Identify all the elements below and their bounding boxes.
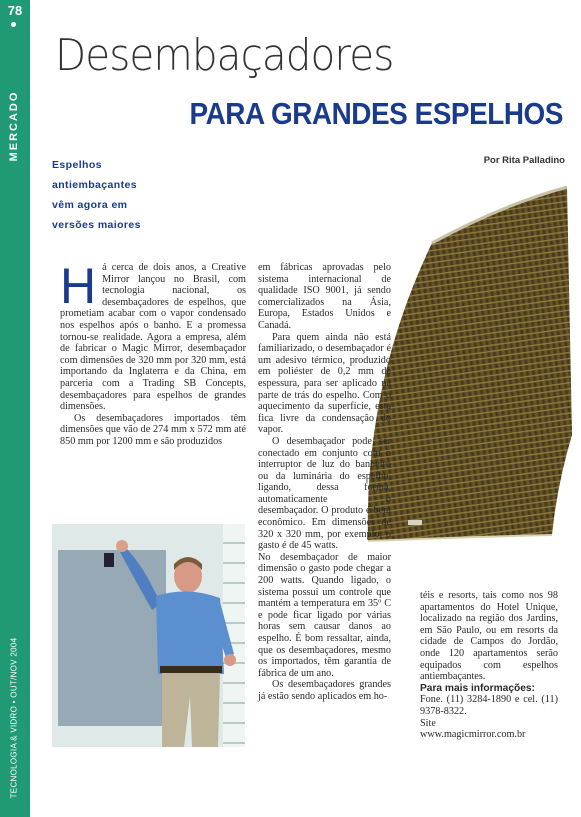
article-lead (52, 155, 202, 235)
product-photo (362, 185, 574, 545)
paragraph: No desembaçador de maior dimensão o gasto pode chegar a 200 watts. Quando ligado, o sistema possui um controle que mantém a temperatura em 35º C e pode ficar ligado por várias horas sem causar danos ao espelho. É bom ressaltar, ainda, que os desembaçadores, mesmo os importados, têm garantia de fábrica de um ano. (258, 551, 391, 679)
page-number-dot (11, 22, 16, 27)
person-photo (52, 524, 245, 747)
page-number: 78 (7, 3, 23, 18)
section-sidebar (0, 0, 30, 817)
article-title-main: PARA GRANDES ESPELHOS (189, 96, 563, 131)
contact-site: www.magicmirror.com.br (420, 729, 526, 741)
paragraph: Para quem ainda não está familiarizado, o desembaçador é um adesivo térmico, produzido em poliéster de 0,2 mm de espessura, para ser aplicado na parte de trás do espelho. Com o aquecimento da superfície, esta fica livre da condensação do vapor. (258, 331, 391, 436)
paragraph: Os desembaçadores grandes já estão sendo aplicados em ho- (258, 679, 391, 702)
contact-phone: Fone. (11) 3284-1890 e cel. (11) 9378-8322. (420, 694, 558, 717)
contact-heading: Para mais informações: (420, 682, 535, 694)
paragraph: O desembaçador pode ser conectado em conjunto com o interruptor de luz do banheiro ou da luminária do espelho, ligando, dessa forma, automaticamente o desembaçador. O produto é bem econômico. Em dimensões de 320 x 320 mm, por exemplo, o gasto é de 45 watts. (258, 435, 391, 552)
byline-author: Rita Palladino (502, 155, 565, 166)
article-column-2 (258, 262, 391, 703)
person-figure (52, 524, 245, 747)
byline (484, 155, 565, 166)
lead-line: versões maiores (52, 219, 141, 231)
lead-line: antiembaçantes (52, 179, 137, 191)
paragraph: em fábricas aprovadas pelo sistema internacional de qualidade ISO 9001, já sendo comercializados na Ásia, Europa, Estados Unidos e Canadá. (258, 262, 391, 331)
drop-cap: H (60, 258, 97, 314)
lead-line: Espelhos (52, 159, 102, 171)
paragraph: téis e resorts, tais como nos 98 apartamentos do Hotel Unique, localizado na região dos Jardins, em São Paulo, ou em resorts da cidade de Campos do Jordão, onde 120 apartamentos serão equipados com espelhos antiembaçantes. (420, 590, 558, 683)
magazine-footer (3, 628, 25, 808)
paragraph: Os desembaçadores importados têm dimensões que vão de 274 mm x 572 mm até 850 mm por 1200 mm e são produzidos (60, 412, 246, 447)
article-title-script: Desembaçadores (55, 30, 394, 81)
magazine-footer-text: TECNOLOGIA & VIDRO • OUT/NOV 2004 (9, 637, 19, 799)
lead-line: vêm agora em (52, 199, 128, 211)
section-label-text: MERCADO (8, 90, 20, 162)
paragraph: á cerca de dois anos, a Creative Mirror lançou no Brasil, com tecnologia nacional, os desembaçadores de espelhos, que prometiam acabar com o vapor condensado nos espelhos após o banho. E a promessa tornou-se realidade. Agora a empresa, além de fabricar o Magic Mirror, desembaçador com dimensões de 320 mm por 320 mm, está importando da Inglaterra e da China, em parceria com a Trading SB Concepts, desembaçadores para espelhos de grandes dimensões. (60, 262, 246, 413)
article-column-3 (420, 590, 558, 741)
byline-prefix: Por (483, 155, 500, 166)
contact-site-label: Site (420, 717, 436, 729)
defogger-film-illustration (362, 185, 574, 545)
section-label (1, 86, 27, 166)
article-column-1 (60, 258, 246, 448)
